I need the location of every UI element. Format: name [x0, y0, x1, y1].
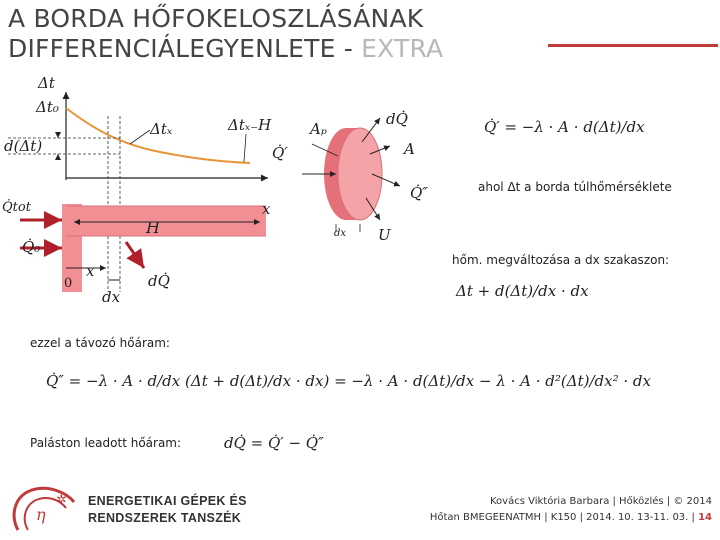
svg-text:✲: ✲: [56, 493, 67, 508]
title-rule: [548, 44, 718, 47]
label-d-dt: d(Δt): [4, 137, 43, 155]
department-logo-icon: [8, 486, 84, 532]
label-x-small: x: [86, 262, 95, 280]
logo-line-1: ENERGETIKAI GÉPEK ÉS: [88, 494, 247, 508]
label-q0: Q̇₀: [22, 238, 41, 256]
label-dtx: Δtₓ: [150, 120, 173, 138]
label-dx: dx: [102, 288, 121, 306]
equation-2: Δt + d(Δt)/dx · dx: [456, 282, 589, 300]
label-dtxH: Δtₓ₋H: [228, 116, 272, 134]
label-dq-top: dQ̇: [386, 110, 408, 128]
label-qtot: Q̇tot: [2, 200, 31, 215]
equation-3: Q̇″ = −λ · A · d/dx (Δt + d(Δt)/dx · dx) = −λ · A · d(Δt)/dx − λ · A · d²(Δt)/dx² · dx: [46, 372, 651, 390]
page-title: [8, 4, 528, 64]
page-number: 14: [698, 512, 712, 523]
svg-text:η: η: [36, 505, 46, 524]
logo-line-2: RENDSZEREK TANSZÉK: [88, 511, 242, 525]
label-dt0: Δt₀: [36, 98, 59, 116]
text-palast: Paláston leadott hőáram:: [30, 436, 182, 450]
fin-body: [66, 206, 266, 236]
text-ezzel: ezzel a távozó hőáram:: [30, 336, 170, 350]
title-line-1: A BORDA HŐFOKELOSZLÁSÁNAK: [8, 4, 424, 33]
label-dt: Δt: [38, 74, 55, 92]
label-zero: 0: [64, 276, 73, 291]
label-qdoubleprime: Q̇″: [410, 184, 428, 202]
footer-line-2: Hőtan BMEGEENATMH | K150 | 2014. 10. 13-11. 03. | 14: [429, 512, 712, 523]
label-x-axis: x: [262, 200, 271, 218]
label-dq-bottom: dQ̇: [148, 272, 170, 290]
equation-4: dQ̇ = Q̇′ − Q̇″: [224, 434, 324, 452]
label-Ap: Aₚ: [310, 120, 327, 138]
text-hom: hőm. megváltozása a dx szakaszon:: [452, 253, 670, 267]
footer-line-1: Kovács Viktória Barbara | Hőközlés | © 2014: [489, 496, 712, 507]
label-H: H: [146, 218, 160, 237]
label-A: A: [404, 140, 415, 158]
label-qprime: Q̇′: [272, 144, 288, 162]
label-U: U: [378, 226, 391, 244]
disc-front: [338, 128, 382, 220]
text-ahol: ahol Δt a borda túlhőmérséklete: [478, 180, 672, 194]
equation-1: Q̇′ = −λ · A · d(Δt)/dx: [484, 118, 645, 136]
label-dx-small: dx: [334, 228, 347, 239]
title-line-2: DIFFERENCIÁLEGYENLETE - EXTRA: [8, 34, 444, 63]
title-extra: EXTRA: [361, 34, 444, 63]
